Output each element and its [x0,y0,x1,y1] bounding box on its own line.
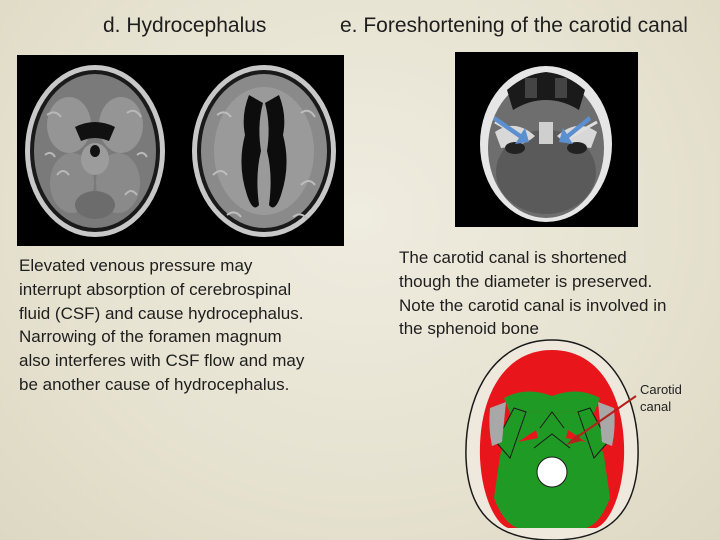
hydrocephalus-heading: d. Hydrocephalus [103,14,267,37]
hydrocephalus-text-line: Elevated venous pressure may [19,256,253,275]
mri-slice-left [25,65,165,237]
carotid-canal-label [640,381,682,415]
carotid-text-line: The carotid canal is shortened [399,248,627,267]
carotid-label-line: canal [640,399,672,414]
ct-scan [455,52,638,227]
mri-slices [17,55,344,246]
hydrocephalus-text-line: also interferes with CSF flow and may [19,351,305,371]
hydrocephalus-text-line: fluid (CSF) and cause hydrocephalus. [19,303,304,323]
mri-slice-right [192,65,336,237]
hydrocephalus-text-line: interrupt absorption of cerebrospinal [19,279,292,299]
mri-hydrocephalus-image [17,55,344,246]
carotid-heading: e. Foreshortening of the carotid canal [340,14,688,37]
hydrocephalus-text-line: be another cause of hydrocephalus. [19,374,290,394]
carotid-description [399,246,719,341]
skull-base-diagram [462,338,642,540]
foramen-magnum [537,457,567,487]
ct-carotid-image [455,52,638,227]
carotid-text-line: the sphenoid bone [399,319,539,339]
hydrocephalus-description [19,254,364,397]
carotid-text-line: though the diameter is preserved. [399,271,653,291]
carotid-label-line: Carotid [640,382,682,397]
carotid-text-line: Note the carotid canal is involved in [399,295,667,315]
hydrocephalus-text-line: Narrowing of the foramen magnum [19,327,282,347]
